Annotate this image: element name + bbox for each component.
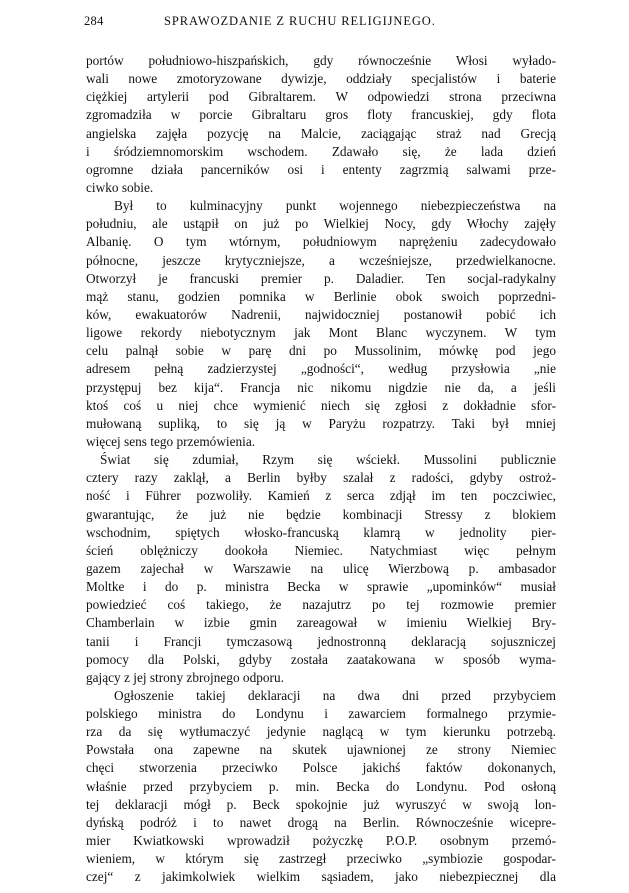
text-line: ciwko sobie. (86, 179, 154, 195)
text-line: południu, ale ustąpił on już po Wielkiej Nocy, gdy Włochy zajęły (86, 216, 556, 232)
text-line: pomocy dla Polski, gdyby została zaatakowana w sposób wyma- (86, 651, 556, 667)
text-line: gwarantując, że już nie będzie kombinacji Stressy z blokiem (86, 506, 556, 522)
text-line: mier Kwiatkowski wprowadził pożyczkę P.O.P. osobnym przemó- (86, 833, 556, 849)
paragraph (86, 197, 556, 451)
text-line: Powstała ona zapewne na skutek ujawnionej ze strony Niemiec (86, 742, 556, 758)
text-line: czej“ z jakimkolwiek wielkim sąsiadem, jako niebezpiecznej dla (86, 869, 556, 885)
text-line: ścień oblężniczy dookoła Niemiec. Natychmiast więc pełnym (86, 542, 556, 558)
text-line: angielska zajęła pozycję na Malcie, zaciągając straż nad Grecją (86, 125, 556, 141)
text-line: ligowe rekordy niebotycznym jak Mont Blanc wyczynem. W tym (86, 325, 556, 341)
text-line: ktoś coś u niej chce wymienić niech się zgłosi z dokładnie sfor- (86, 397, 556, 413)
text-line: polskiego ministra do Londynu i zawarciem formalnego przymie- (86, 706, 556, 722)
text-line: właśnie przed przybyciem p. min. Becka do Londynu. Pod osłoną (86, 778, 556, 794)
body-text (86, 52, 556, 886)
text-line: więcej sens tego przemówienia. (86, 433, 256, 449)
text-line: celu palnął sobie w parę dni po Mussolinim, mówkę pod jego (86, 343, 556, 359)
text-line: Albanię. O tym wtórnym, południowym naprężeniu zadecydowało (86, 234, 556, 250)
text-line: cztery razy zaklął, a Berlin byłby szalał z radości, gdyby ostroż- (86, 470, 556, 486)
text-line: tanii i Francji tymczasową jednostronną deklaracją sojuszniczej (86, 633, 556, 649)
text-line: ogromne działa pancerników osi i ententy zagrzmią salwami prze- (86, 161, 556, 177)
text-line: Chamberlain w izbie gmin zareagował w imieniu Wielkiej Bry- (86, 615, 556, 631)
text-line: Świat się zdumiał, Rzym się wściekł. Mussolini publicznie (100, 452, 556, 468)
running-title: SPRAWOZDANIE Z RUCHU RELIGIJNEGO. (164, 14, 436, 28)
text-line: Ogłoszenie takiej deklaracji na dwa dni przed przybyciem (114, 687, 556, 703)
text-line: ność i Führer pozwoliły. Kamień z serca zdjął im ten poczciwiec, (86, 488, 556, 504)
text-line: przystępuj bez kija“. Francja nic nikomu nigdzie nie da, a jeśli (86, 379, 556, 395)
text-line: mąż stanu, godzien pomnika w Berlinie obok swoich poprzedni- (86, 288, 556, 304)
paragraph (86, 687, 556, 887)
text-line: ciężkiej artylerii pod Gibraltarem. W odpowiedzi strona przeciwna (86, 89, 556, 105)
text-line: mułowaną supliką, to się ją w Paryżu rozpatrzy. Taki był mniej (86, 415, 556, 431)
page-number: 284 (84, 14, 104, 28)
text-line: adresem pełną zadzierzystej „godności“, według przysłowia „nie (86, 361, 556, 377)
text-line: północne, jeszcze krytyczniejsze, a wcześniejsze, przedwielkanocne. (86, 252, 556, 268)
text-line: wschodnim, spiętych włosko-francuską klamrą w jednolity pier- (86, 524, 556, 540)
text-line: gazem zajechał w Warszawie na ulicę Wierzbową p. ambasador (86, 560, 556, 576)
text-line: dyńską podróż i to nawet drogą na Berlin. Równocześnie wicepre- (86, 814, 556, 830)
text-line: zgromadziła w porcie Gibraltaru gros floty francuskiej, gdy flota (86, 107, 556, 123)
text-line: gający z jej strony zbrojnego odporu. (86, 669, 284, 685)
text-line: chęci stworzenia przeciwko Polsce jakichś faktów dokonanych, (86, 760, 556, 776)
text-line: portów południowo-hiszpańskich, gdy równocześnie Włosi wyłado- (86, 53, 556, 68)
text-line: ków, ewakuatorów Nadrenii, najwidoczniej postanowił pobić ich (86, 306, 556, 322)
paragraph (86, 451, 556, 687)
text-line: Moltke i do p. ministra Becka w sprawie „upominków“ musiał (86, 579, 556, 595)
text-line: Otworzył je francuski premier p. Daladier. Ten socjal-radykalny (86, 270, 556, 286)
text-line: i śródziemnomorskim wschodem. Zdawało się, że lada dzień (86, 143, 556, 159)
paragraph (86, 52, 556, 197)
text-line: wieniem, w którym się zastrzegł przeciwko „symbiozie gospodar- (86, 851, 556, 867)
text-line: wali nowe zmotoryzowane dywizje, oddziały specjalistów i baterie (86, 71, 556, 87)
text-line: powiedzieć coś takiego, że nazajutrz po tej rozmowie premier (86, 597, 556, 613)
text-line: tej deklaracji mógł p. Beck spokojnie już wyruszyć w swoją lon- (86, 796, 556, 812)
text-line: rza da się wytłumaczyć jedynie naglącą w tym kierunku potrzebą. (86, 724, 556, 740)
text-line: Był to kulminacyjny punkt wojennego niebezpieczeństwa na (114, 198, 556, 214)
page-header (84, 14, 556, 32)
